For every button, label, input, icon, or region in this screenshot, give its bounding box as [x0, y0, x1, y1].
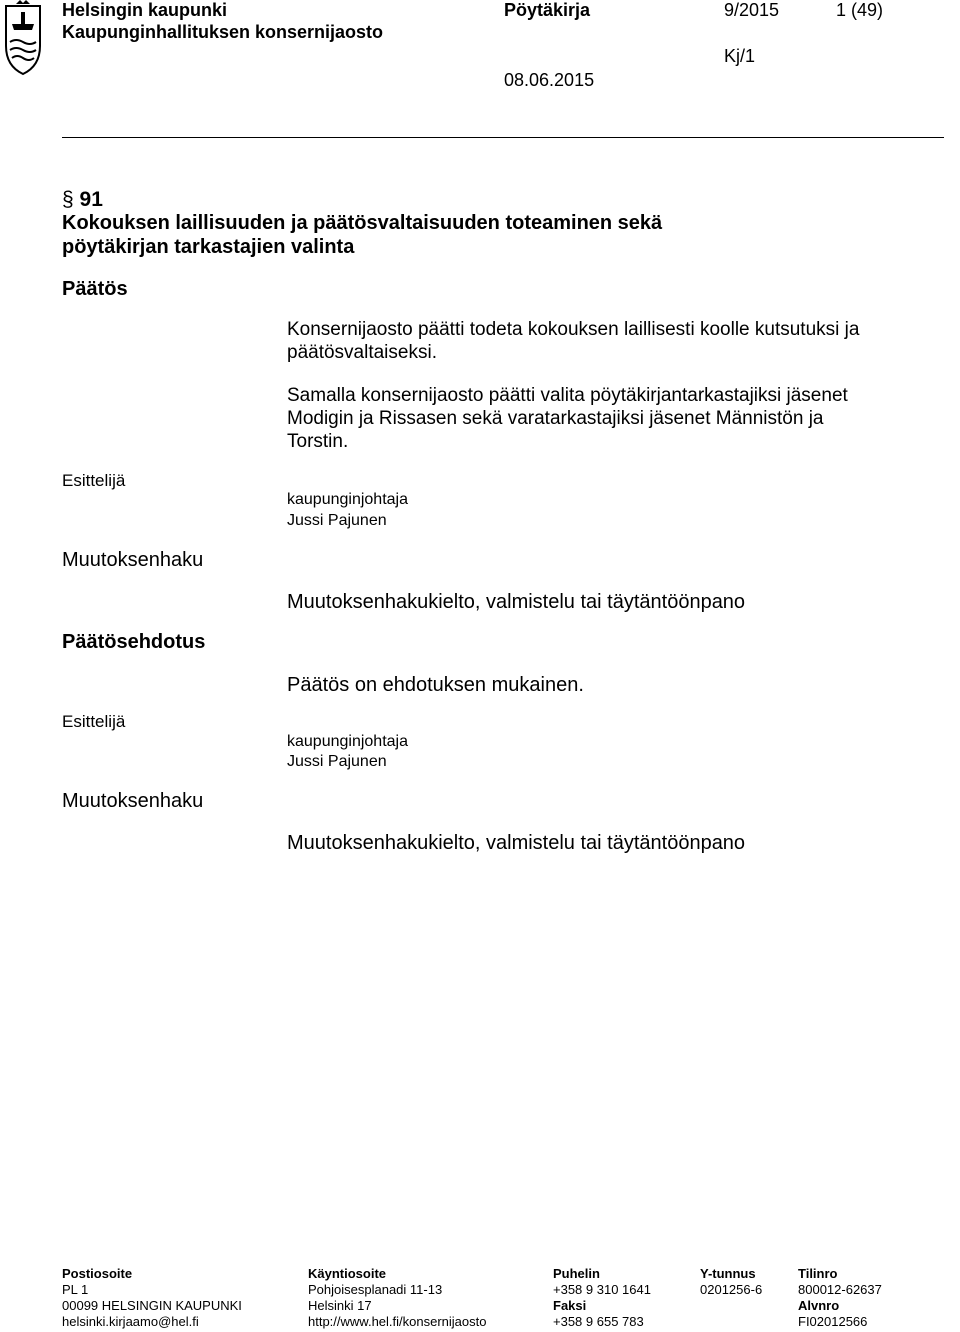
decision-para1-line1: Konsernijaosto päätti todeta kokouksen laillisesti koolle kutsutuksi ja — [287, 319, 860, 340]
footer-phone — [553, 1266, 651, 1330]
decision-para2-line2: Modigin ja Rissasen sekä varatarkastajiksi jäsenet Männistön ja — [287, 408, 824, 429]
meeting-date: 08.06.2015 — [504, 70, 595, 90]
proposal-label: Päätösehdotus — [62, 631, 206, 653]
presenter-name-2: Jussi Pajunen — [287, 753, 387, 770]
appeal-label-2: Muutoksenhaku — [62, 790, 204, 812]
footer-visiting-heading: Käyntiosoite — [308, 1266, 387, 1281]
footer-business-id — [700, 1266, 762, 1298]
footer-visiting — [308, 1266, 486, 1330]
footer-account-number: 800012-62637 — [798, 1282, 882, 1297]
page-number: 1 (49) — [836, 0, 884, 20]
footer-postal — [62, 1266, 242, 1330]
footer-account-heading: Tilinro — [798, 1266, 838, 1281]
footer-business-id-heading: Y-tunnus — [700, 1266, 756, 1281]
footer-account — [798, 1266, 882, 1330]
section-title-line2: pöytäkirjan tarkastajien valinta — [62, 236, 355, 258]
section-heading — [62, 188, 103, 212]
footer-email[interactable]: helsinki.kirjaamo@hel.fi — [62, 1314, 199, 1329]
footer-postal-heading: Postiosoite — [62, 1266, 133, 1281]
decision-label: Päätös — [62, 278, 128, 300]
decision-para1-line2: päätösvaltaiseksi. — [287, 342, 437, 363]
footer-business-id-value: 0201256-6 — [700, 1282, 763, 1297]
decision-para2-line1: Samalla konsernijaosto päätti valita pöytäkirjantarkastajiksi jäsenet — [287, 385, 848, 406]
footer-website-link[interactable]: http://www.hel.fi/konsernijaosto — [308, 1314, 487, 1329]
footer-fax-heading: Faksi — [553, 1298, 587, 1313]
header-divider — [62, 137, 944, 138]
presenter-title: kaupunginjohtaja — [287, 491, 408, 508]
presenter-name: Jussi Pajunen — [287, 512, 387, 529]
organization-name: Helsingin kaupunki — [62, 0, 228, 20]
footer-fax-number: +358 9 655 783 — [553, 1314, 644, 1329]
section-symbol: § — [62, 188, 74, 211]
footer-phone-heading: Puhelin — [553, 1266, 600, 1281]
body-name: Kaupunginhallituksen konsernijaosto — [62, 22, 384, 42]
footer-vat-heading: Alvnro — [798, 1298, 840, 1313]
presenter-title-2: kaupunginjohtaja — [287, 733, 408, 750]
footer-postal-line2: 00099 HELSINGIN KAUPUNKI — [62, 1298, 242, 1313]
document-number: 9/2015 — [724, 0, 780, 20]
presenter-label: Esittelijä — [62, 471, 126, 490]
appeal-text: Muutoksenhakukielto, valmistelu tai täytäntöönpano — [287, 591, 746, 613]
helsinki-coat-of-arms-logo — [0, 0, 46, 76]
section-number: 91 — [79, 188, 103, 211]
footer-visiting-line1: Pohjoisesplanadi 11-13 — [308, 1282, 443, 1297]
appeal-label: Muutoksenhaku — [62, 549, 204, 571]
proposal-text: Päätös on ehdotuksen mukainen. — [287, 674, 584, 696]
footer-vat-number: FI02012566 — [798, 1314, 868, 1329]
section-title-line1: Kokouksen laillisuuden ja päätösvaltaisuuden toteaminen sekä — [62, 212, 663, 234]
footer-postal-line1: PL 1 — [62, 1282, 89, 1297]
reference-code: Kj/1 — [724, 46, 756, 66]
decision-paragraph-2 — [287, 384, 848, 453]
footer-phone-number: +358 9 310 1641 — [553, 1282, 651, 1297]
appeal-text-2: Muutoksenhakukielto, valmistelu tai täytäntöönpano — [287, 832, 746, 854]
document-type: Pöytäkirja — [504, 0, 591, 20]
footer-visiting-line2: Helsinki 17 — [308, 1298, 372, 1313]
presenter-label-2: Esittelijä — [62, 712, 126, 731]
decision-para2-line3: Torstin. — [287, 431, 349, 452]
decision-paragraph-1 — [287, 318, 859, 364]
